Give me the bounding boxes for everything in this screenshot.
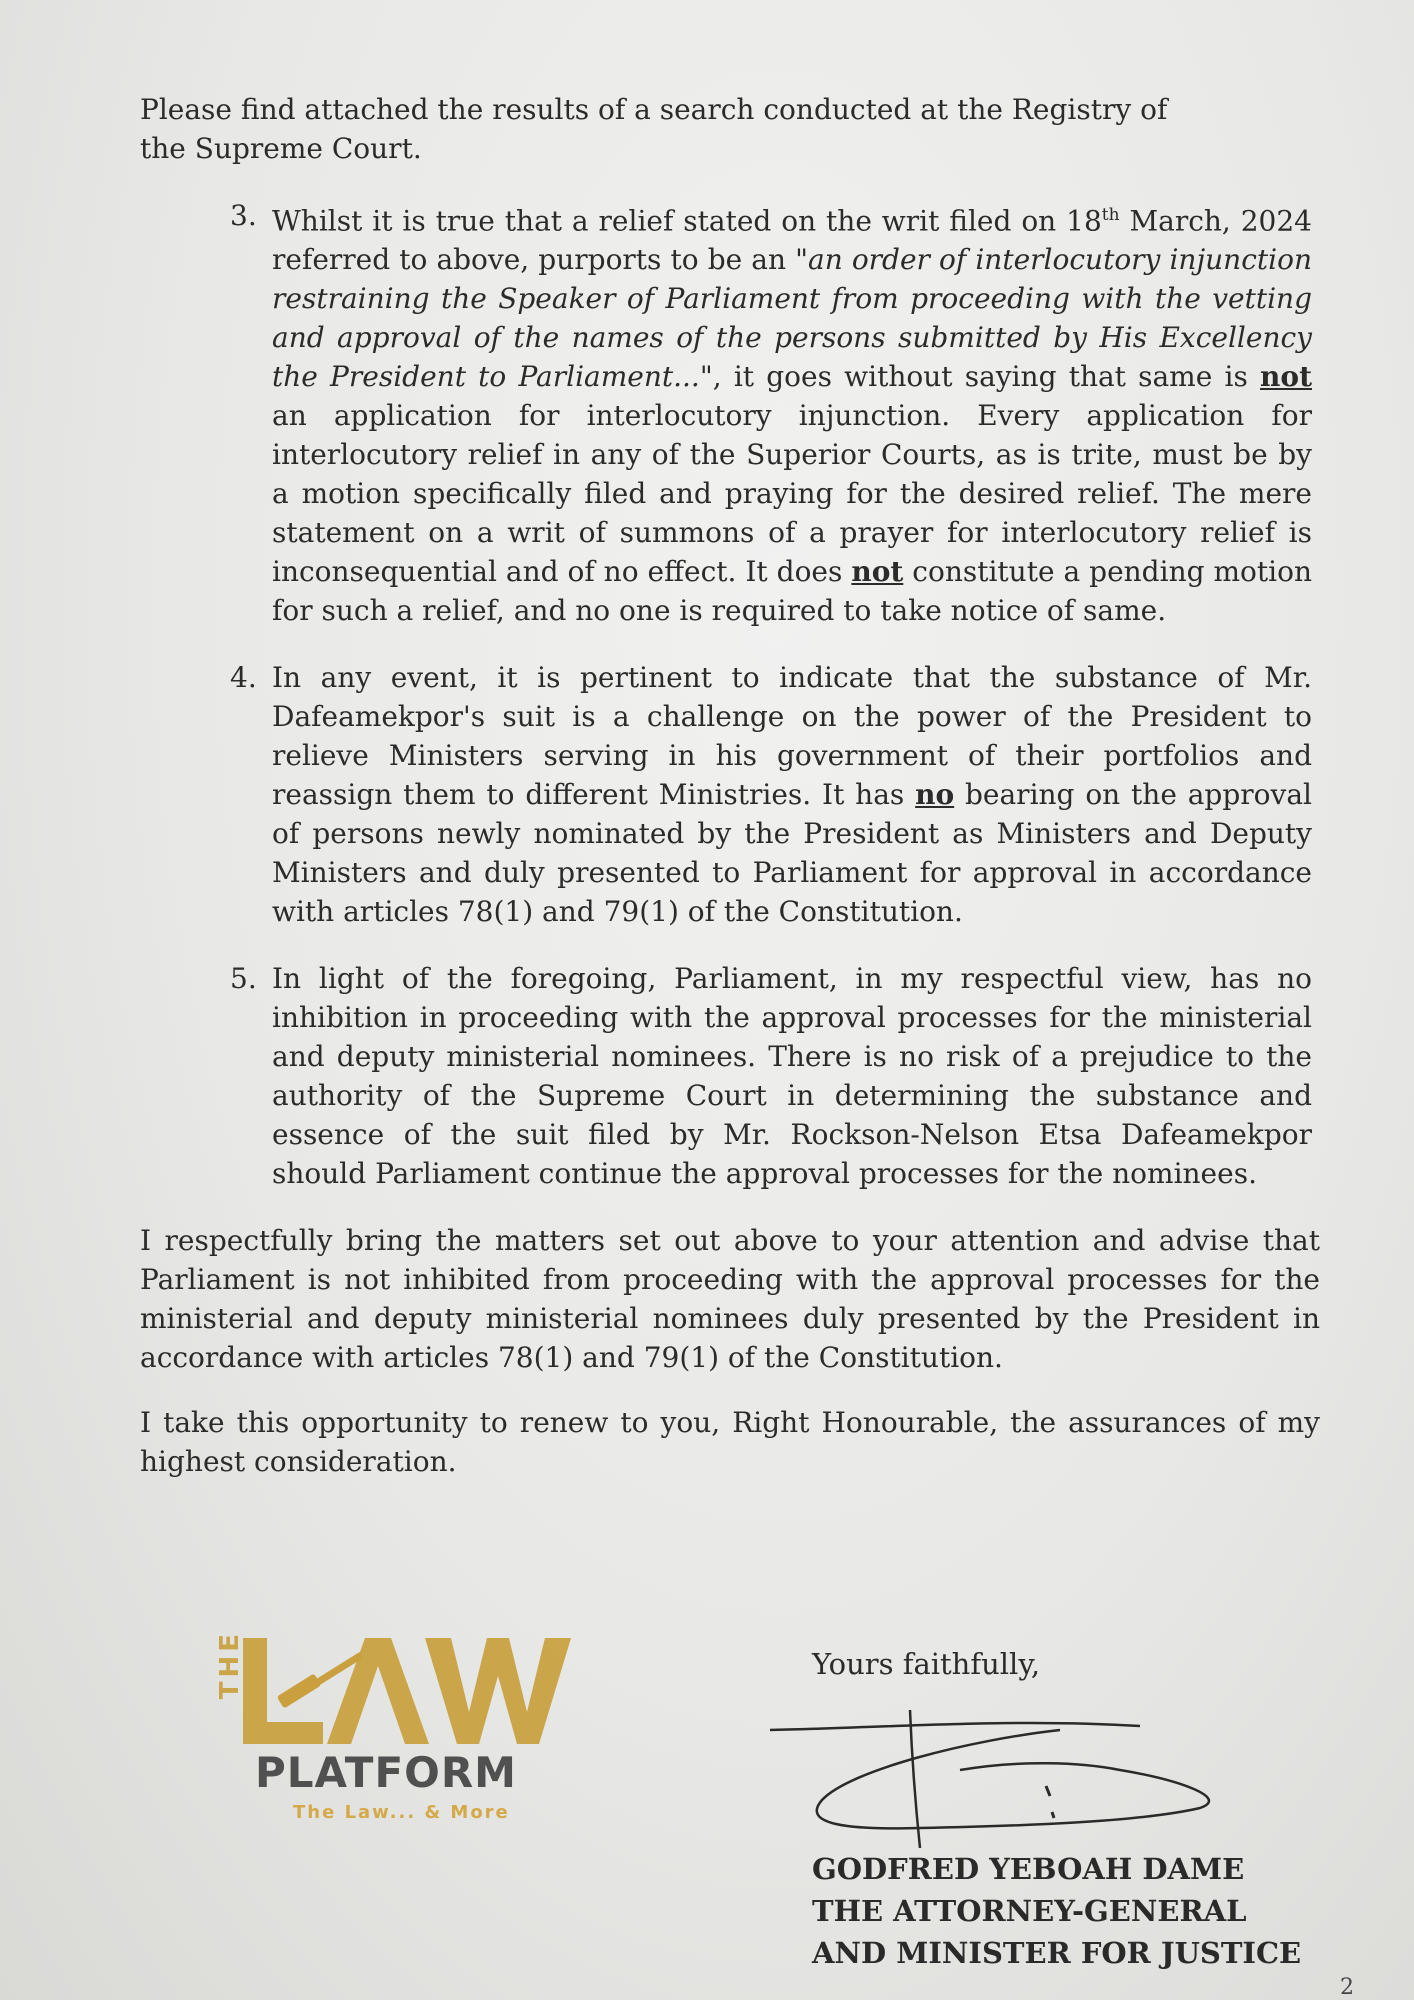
assurance-text: I take this opportunity to renew to you, Right Honourable, the assurances of my highest consideration. (140, 1406, 1320, 1479)
advice-paragraph (140, 1221, 1320, 1377)
numbered-paragraphs (140, 196, 1340, 1193)
logo-the-text: THE (215, 1630, 245, 1700)
text-run: March, 2024 referred to above, purports to be an " (272, 204, 1312, 277)
paragraph-number: 4. (230, 661, 257, 695)
paragraph-number: 5. (230, 962, 257, 996)
signatory-title-1: THE ATTORNEY-GENERAL (812, 1894, 1247, 1928)
law-platform-logo (215, 1630, 595, 1830)
page-number: 2 (1340, 1975, 1354, 2000)
paragraph-text (272, 959, 1312, 1193)
text-run: not (1260, 360, 1313, 394)
numbered-paragraph (140, 196, 1312, 630)
text-run: Whilst it is true that a relief stated on the writ filed on 18 (272, 204, 1102, 238)
text-run: constitute a pending motion for such a relief, and no one is required to take notice of same. (272, 555, 1312, 628)
text-run: not (851, 555, 904, 589)
text-run: an application for interlocutory injunction. Every application for interlocutory relief in any of the Superior Courts, as is trite, must be by a motion specifically filed and praying for the desired relief. The mere statement on a writ of summons of a prayer for interlocutory relief is inconsequential and of no effect. It does (272, 399, 1312, 589)
logo-tagline: The Law... & More (293, 1802, 510, 1823)
paragraph-text (272, 658, 1312, 931)
signatory-title-2: AND MINISTER FOR JUSTICE (812, 1936, 1302, 1970)
signatory-block (812, 1848, 1301, 1974)
text-run: ", it goes without saying that same is (699, 360, 1261, 394)
advice-text: I respectfully bring the matters set out above to your attention and advise that Parliament is not inhibited from proceeding with the approval processes for the ministerial and deputy ministerial nominees duly presented by the President in accordance with articles 78(1) and 79(1) of the Constitution. (140, 1224, 1320, 1375)
intro-paragraph: Please find attached the results of a search conducted at the Registry of the Supreme Court. (140, 93, 1168, 165)
numbered-paragraph (140, 959, 1312, 1193)
text-run: an order of interlocutory injunction restraining the Speaker of Parliament from proceeding with the vetting and approval of the names of the persons submitted by His Excellency the President to Parliament... (272, 243, 1312, 394)
paragraph-number: 3. (230, 199, 257, 232)
law-logo-graphic (215, 1630, 595, 1750)
text-run: In light of the foregoing, Parliament, in my respectful view, has no inhibition in proceeding with the approval processes for the ministerial and deputy ministerial nominees. There is no risk of a prejudice to the authority of the Supreme Court in determining the substance and essence of the suit filed by Mr. Rockson-Nelson Etsa Dafeamekpor should Parliament continue the approval processes for the nominees. (272, 962, 1312, 1191)
signatory-name: GODFRED YEBOAH DAME (812, 1852, 1245, 1886)
numbered-paragraph (140, 658, 1312, 931)
logo-platform-text: PLATFORM (255, 1748, 517, 1797)
handwritten-signature (760, 1700, 1240, 1850)
text-run: no (915, 778, 955, 812)
text-run: In any event, it is pertinent to indicate that the substance of Mr. Dafeamekpor's suit is a challenge on the power of the President to relieve Ministers serving in his government of their portfolios and reassign them to different Ministries. It has (272, 661, 1312, 812)
assurance-paragraph (140, 1403, 1320, 1481)
text-run: bearing on the approval of persons newly nominated by the President as Ministers and Deputy Ministers and duly presented to Parliament for approval in accordance with articles 78(1) and 79(1) of the Constitution. (272, 778, 1312, 929)
closing-salutation: Yours faithfully, (812, 1647, 1041, 1681)
text-run: th (1101, 205, 1120, 225)
letter-body (140, 90, 1340, 1481)
paragraph-text (272, 196, 1312, 630)
